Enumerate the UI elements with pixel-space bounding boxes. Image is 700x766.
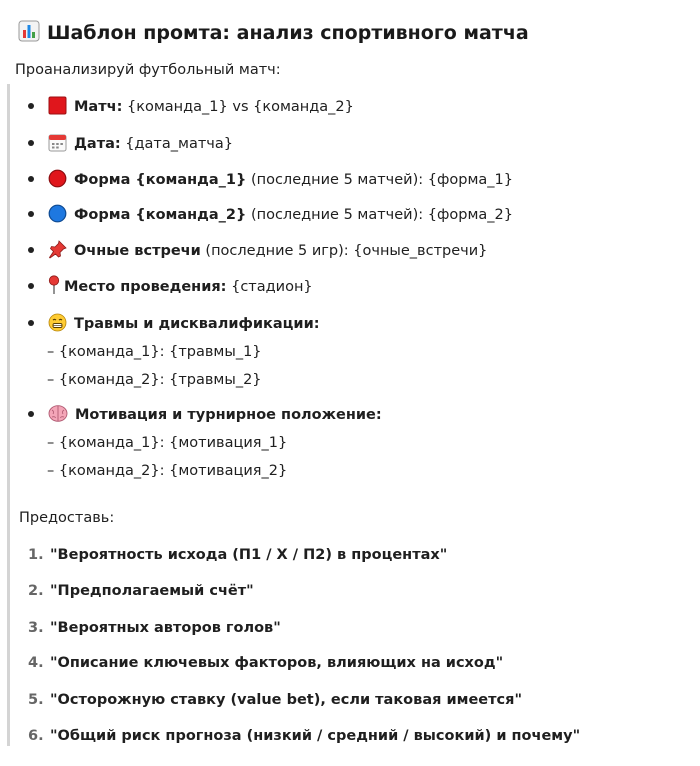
numbered-item [28, 651, 503, 675]
red-circle-icon [48, 169, 67, 196]
bullet-dot [28, 211, 34, 217]
item-text: "Предполагаемый счёт" [50, 583, 254, 599]
page-title [18, 20, 529, 47]
bullet-dot [28, 176, 34, 182]
calendar-icon [48, 133, 67, 160]
item-number: 5. [28, 692, 44, 708]
motivation-label: Мотивация и турнирное положение: [75, 407, 382, 423]
item-number: 1. [28, 547, 44, 563]
item-number: 2. [28, 583, 44, 599]
injuries-line-team2: – {команда_2}: {травмы_2} [47, 372, 262, 388]
list-item-motivation [28, 403, 382, 427]
blue-circle-icon [48, 204, 67, 231]
date-value: {дата_матча} [120, 136, 233, 152]
motivation-line-team1: – {команда_1}: {мотивация_1} [47, 435, 288, 451]
quote-bar [7, 84, 10, 746]
item-text: "Осторожную ставку (value bet), если таковая имеется" [50, 692, 523, 708]
item-number: 4. [28, 655, 44, 671]
match-value: {команда_1} vs {команда_2} [122, 99, 354, 115]
form2-value: (последние 5 матчей): {форма_2} [246, 207, 513, 223]
injuries-label: Травмы и дисквалификации: [74, 316, 320, 332]
motivation-line-team2: – {команда_2}: {мотивация_2} [47, 463, 288, 479]
form1-label: Форма {команда_1} [74, 172, 247, 188]
title-text: Шаблон промта: анализ спортивного матча [47, 22, 529, 44]
list-item-match [28, 95, 354, 119]
grimace-face-icon [48, 313, 67, 340]
list-item-head-to-head [28, 239, 487, 263]
numbered-item [28, 724, 580, 748]
bullet-dot [28, 320, 34, 326]
bullet-dot [28, 283, 34, 289]
list-item-venue [28, 275, 313, 299]
form1-value: (последние 5 матчей): {форма_1} [246, 172, 513, 188]
item-text: "Описание ключевых факторов, влияющих на исход" [50, 655, 504, 671]
list-item-form-team2 [28, 203, 513, 227]
pushpin-icon [48, 240, 67, 267]
venue-value: {стадион} [226, 279, 313, 295]
item-text: "Вероятность исхода (П1 / X / П2) в процентах" [50, 547, 448, 563]
bar-chart-icon [18, 20, 40, 47]
list-item-injuries [28, 312, 320, 336]
list-item-form-team1 [28, 168, 513, 192]
item-number: 3. [28, 620, 44, 636]
numbered-item [28, 543, 447, 567]
date-label: Дата: [74, 136, 121, 152]
h2h-value: (последние 5 игр): {очные_встречи} [200, 243, 488, 259]
brain-icon [48, 404, 68, 431]
red-square-icon [48, 96, 67, 123]
bullet-dot [28, 103, 34, 109]
match-label: Матч: [74, 99, 123, 115]
list-item-date [28, 132, 233, 156]
h2h-label: Очные встречи [74, 243, 201, 259]
numbered-item [28, 688, 522, 712]
item-number: 6. [28, 728, 44, 744]
bullet-dot [28, 411, 34, 417]
venue-label: Место проведения: [64, 279, 227, 295]
item-text: "Общий риск прогноза (низкий / средний / высокий) и почему" [50, 728, 581, 744]
injuries-line-team1: – {команда_1}: {травмы_1} [47, 344, 262, 360]
form2-label: Форма {команда_2} [74, 207, 247, 223]
bullet-dot [28, 140, 34, 146]
numbered-item [28, 616, 281, 640]
provide-heading: Предоставь: [19, 510, 115, 526]
bullet-dot [28, 247, 34, 253]
round-pushpin-icon [48, 275, 60, 303]
item-text: "Вероятных авторов голов" [50, 620, 281, 636]
numbered-item [28, 579, 254, 603]
intro-text: Проанализируй футбольный матч: [15, 62, 281, 78]
